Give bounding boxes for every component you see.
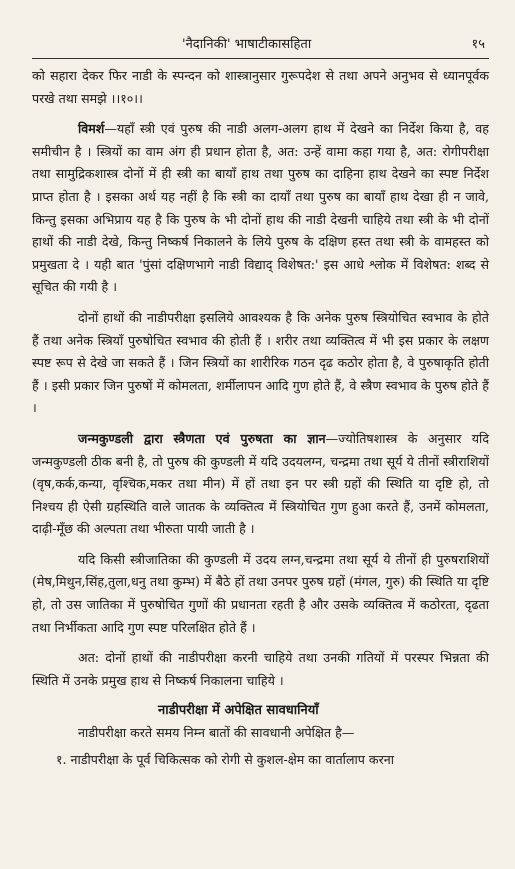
vimarsh-text: —यहाँ स्त्री एवं पुरुष की नाडी अलग-अलग हाथ में देखने का निर्देश किया है, वह समीचीन है । स्त्रियों का वाम अंग ही प्रधान होता है, अत: उन्हें वामा कहा गया है, अत: रोगीपरीक्षा तथा सामुद्रिकशास्त्र दोनों में ही स्त्री का बायाँ हाथ तथा पुरुष का दाहिना हाथ देखने का स्पष्ट निर्देश प्राप्त होता है । इसका अर्थ यह नहीं है कि स्त्री का दायाँ तथा पुरुष का बायाँ हाथ देखा ही न जावे, किन्तु इसका अभिप्राय यह है कि पुरुष के भी दोनों हाथ की नाडी देखनी चाहिये तथा स्त्री के भी दोनों हाथों की नाडी देखे, किन्तु निष्कर्ष निकालने के लिये पुरुष के दक्षिण हस्त तथा स्त्री के वामहस्त को प्रमुखता दे । यही बात 'पुंसां दक्षिणभागे नाडी विद्याद् विशेषत:' इस आधे श्लोक में विशेषत: शब्द से सूचित की गयी है । xyxy=(32,121,489,295)
body-text xyxy=(32,65,489,692)
running-header xyxy=(32,32,489,54)
paragraph-female-chart: यदि किसी स्त्रीजातिका की कुण्डली में उदय लग्न,चन्द्रमा तथा सूर्य ये तीनों ही पुरुषराशियों (मेष,मिथुन,सिंह,तुला,धनु तथा कुम्भ) में बैठे हों तथा उनपर पुरुष ग्रहों (मंगल, गुरु) की स्थिति या दृष्टि हो, तो उस जातिका में पुरुषोचित गुणों की प्रधानता रहती है और उसके व्यक्तित्व में कठोरता, दृढता तथा निर्भीकता आदि गुण स्पष्ट परिलक्षित होते हैं । xyxy=(32,551,489,635)
paragraph-janmakundali xyxy=(32,428,489,541)
section-body xyxy=(32,722,489,771)
paragraph-conclusion: अत: दोनों हाथों की नाडीपरीक्षा करनी चाहिये तथा उनकी गतियों में परस्पर भिन्नता की स्थिति में उनके प्रमुख हाथ से निष्कर्ष निकालना चाहिये । xyxy=(32,650,489,688)
paragraph-vimarsh xyxy=(32,118,489,299)
paragraph-continuation: को सहारा देकर फिर नाडी के स्पन्दन को शास्त्रानुसार गुरूपदेश से तथा अपने अनुभव से ध्यानपूर्वक परखे तथा समझे ।।१०।। xyxy=(32,68,489,106)
paragraph-both-hands: दोनों हाथों की नाडीपरीक्षा इसलिये आवश्यक है कि अनेक पुरुष स्त्रियोचित स्वभाव के होते हैं तथा अनेक स्त्रियाँ पुरुषोचित स्वभाव की होती हैं । शरीर तथा व्यक्तित्व में भी इस प्रकार के लक्षण स्पष्ट रूप से देखे जा सकते हैं । जिन स्त्रियों का शारीरिक गठन दृढ कठोर होता है, वे पुरुषाकृति होती हैं । इसी प्रकार जिन पुरुषों में कोमलता, शर्मीलापन आदि गुण होते हैं, वे स्त्रैण स्वभाव के पुरुष होते हैं । xyxy=(32,309,489,416)
section-heading: नाडीपरीक्षा में अपेक्षित सावधानियाँ xyxy=(158,703,319,719)
paragraph-precautions-intro: नाडीपरीक्षा करते समय निम्न बातों की सावधानी अपेक्षित है— xyxy=(78,725,355,741)
header-rule xyxy=(32,58,489,59)
vimarsh-label: विमर्श xyxy=(78,121,105,137)
page-number: १५ xyxy=(471,37,485,52)
running-title: 'नैदानिकी' भाषाटीकासहिता xyxy=(182,37,312,52)
list-item: १. नाडीपरीक्षा के पूर्व चिकित्सक को रोगी से कुशल-क्षेम का वार्तालाप करना xyxy=(56,752,394,768)
janmakundali-label: जन्मकुण्डली द्वारा स्त्रैणता एवं पुरुषता का ज्ञान xyxy=(78,430,326,446)
janmakundali-text: —ज्योतिषशास्त्र के अनुसार यदि जन्मकुण्डली ठीक बनी है, तो पुरुष की कुण्डली में यदि उदयलग्न, चन्द्रमा तथा सूर्य ये तीनों स्त्रीराशियों (वृष,कर्क,कन्या, वृश्चिक,मकर तथा मीन) में हों तथा इन पर स्त्री ग्रहों की स्थिति या दृष्टि हो, तो निश्चय ही ऐसी ग्रहस्थिति वाले जातक के व्यक्तित्व में स्त्रियोचित गुण हुआ करते हैं, उनमें कोमलता, दाढ़ी-मूँछ की अल्पता तथा भीरुता पायी जाती है । xyxy=(32,430,490,537)
